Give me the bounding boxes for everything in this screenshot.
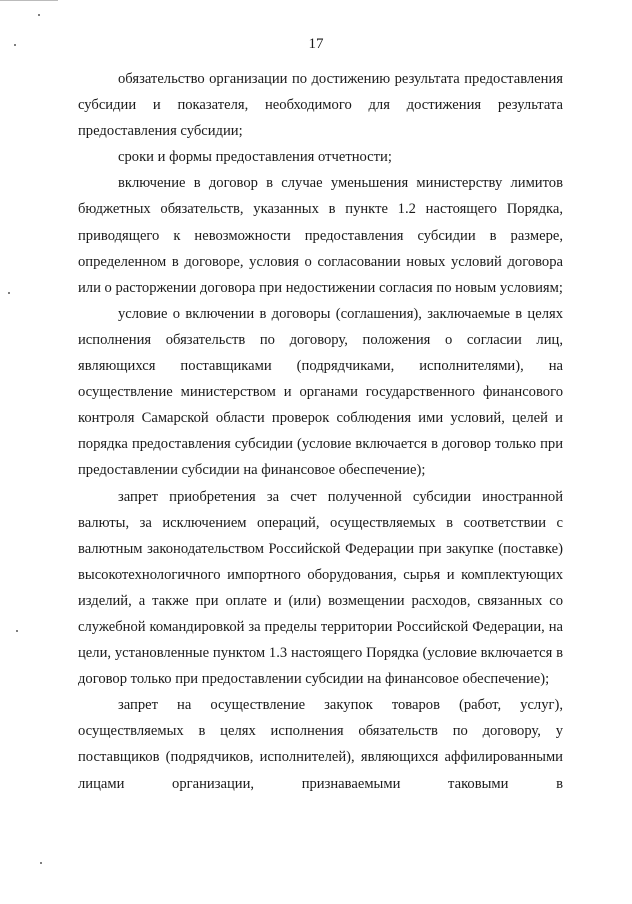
paragraph-consent-condition: условие о включении в договоры (соглашения), заключаемые в целях исполнения обязательств по договору, положения о согласии лиц, являющихся поставщиками (подрядчиками, исполнителями), на осуществление министерством и органами государственного финансового контроля Самарской области проверок соблюдения ими условий, целей и порядка предоставления субсидии (условие включается в договор только при предоставлении субсидии на финансовое обеспечение); [78, 305, 563, 479]
paragraph-budget-limits: включение в договор в случае уменьшения министерству лимитов бюджетных обязательств, указанных в пункте 1.2 настоящего Порядка, приводящего к невозможности предоставления субсидии в размере, определенном в договоре, условия о согласовании новых условий договора или о расторжении договора при недостижении согласия по новым условиям; [78, 175, 563, 296]
document-body [78, 66, 563, 797]
paragraph-reporting: сроки и формы предоставления отчетности; [118, 149, 392, 166]
paragraph-obligation: обязательство организации по достижению результата предоставления субсидии и показателя, необходимого для достижения результата предоставления субсидии; [78, 71, 563, 140]
paragraph-procurement-ban: запрет на осуществление закупок товаров (работ, услуг), осуществляемых в целях исполнения обязательств по договору, у поставщиков (подрядчиков, исполнителей), являющихся аффилированными лицами организации, признаваемыми таковыми в [78, 697, 563, 792]
page-number: 17 [308, 36, 324, 52]
scan-speck [8, 292, 10, 294]
scan-speck [38, 14, 40, 16]
scan-speck [16, 630, 18, 632]
paragraph-currency-ban: запрет приобретения за счет полученной субсидии иностранной валюты, за исключением операций, осуществляемых в соответствии с валютным законодательством Российской Федерации при закупке (поставке) высокотехнологичного импортного оборудования, сырья и комплектующих изделий, а также при оплате и (или) возмещении расходов, связанных со служебной командировкой за пределы территории Российской Федерации, на цели, установленные пунктом 1.3 настоящего Порядка (условие включается в договор только при предоставлении субсидии на финансовое обеспечение); [78, 488, 563, 688]
scan-edge-mark [0, 0, 58, 4]
scan-speck [40, 862, 42, 864]
